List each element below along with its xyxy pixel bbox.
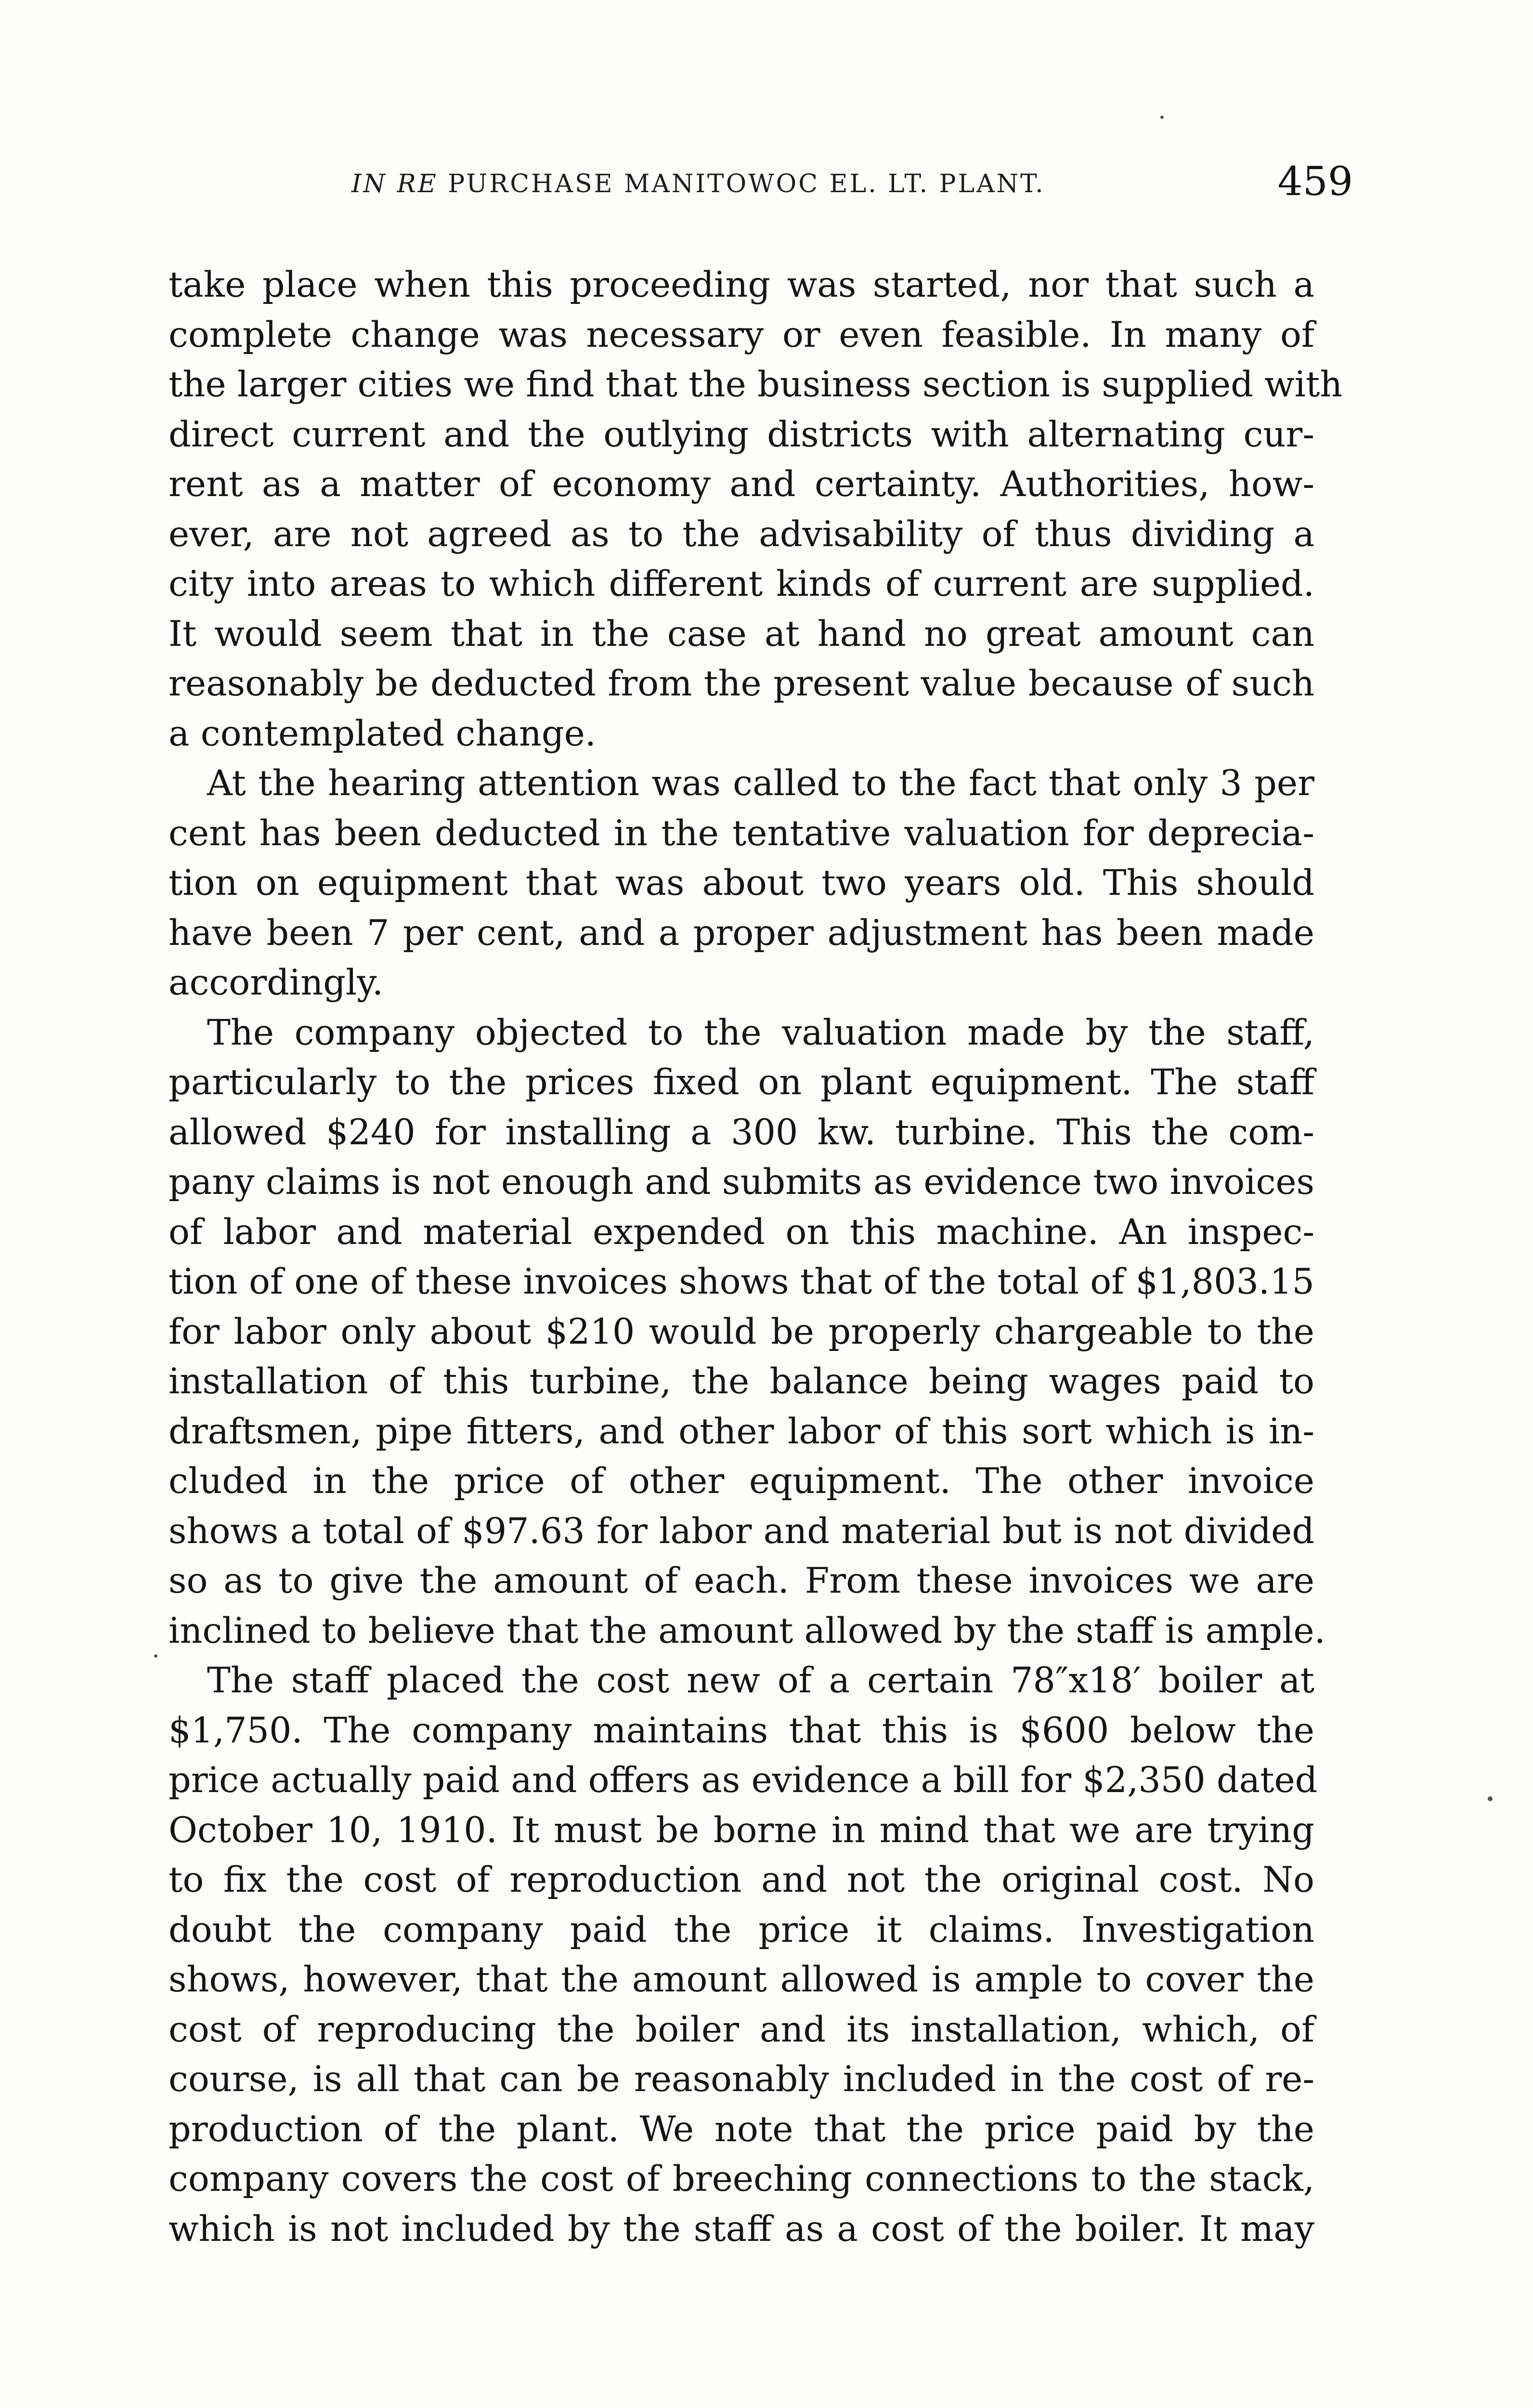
text-line: of labor and material expended on this machine. An inspec- (169, 1211, 1314, 1253)
text-line: shows, however, that the amount allowed is ample to cover the (169, 1959, 1314, 2000)
body-text (169, 260, 1343, 2254)
text-line: pany claims is not enough and submits as evidence two invoices (169, 1162, 1314, 1203)
text-line: cluded in the price of other equipment. The other invoice (169, 1461, 1314, 1502)
text-line: so as to give the amount of each. From these invoices we are (169, 1560, 1314, 1601)
text-line: $1,750. The company maintains that this is $600 below the (169, 1710, 1314, 1751)
text-line: for labor only about $210 would be properly chargeable to the (169, 1311, 1314, 1352)
scan-speck (1488, 1796, 1493, 1801)
text-line: cent has been deducted in the tentative valuation for deprecia- (169, 812, 1314, 854)
text-line: accordingly. (169, 962, 384, 1003)
running-title-prefix: IN RE (351, 170, 438, 198)
text-line: to fix the cost of reproduction and not the original cost. No (169, 1859, 1314, 1900)
text-line: draftsmen, pipe fitters, and other labor of this sort which is in- (169, 1411, 1314, 1452)
text-line: inclined to believe that the amount allowed by the staff is ample. (169, 1610, 1325, 1651)
text-line: direct current and the outlying districts with alternating cur- (169, 414, 1314, 455)
text-line: company covers the cost of breeching connections to the stack, (169, 2159, 1314, 2199)
text-line: price actually paid and offers as evidence a bill for $2,350 dated (169, 1760, 1318, 1801)
text-line: The staff placed the cost new of a certain 78″x18′ boiler at (207, 1660, 1314, 1701)
text-line: cost of reproducing the boiler and its installation, which, of (169, 2009, 1314, 2050)
text-line: allowed $240 for installing a 300 kw. turbine. This the com- (169, 1112, 1314, 1153)
text-line: a contemplated change. (169, 713, 596, 754)
text-line: ever, are not agreed as to the advisability of thus dividing a (169, 513, 1314, 555)
text-line: tion on equipment that was about two years old. This should (169, 863, 1314, 903)
text-line: doubt the company paid the price it claims. Investigation (169, 1909, 1314, 1950)
text-line: production of the plant. We note that the price paid by the (169, 2108, 1314, 2150)
running-title-rest: PURCHASE MANITOWOC EL. LT. PLANT. (438, 170, 1045, 198)
text-line: It would seem that in the case at hand no great amount can (169, 613, 1314, 654)
text-line: city into areas to which different kinds of current are supplied. (169, 563, 1314, 604)
text-line: particularly to the prices fixed on plant equipment. The staff (169, 1062, 1314, 1103)
running-head (169, 159, 1353, 212)
text-line: October 10, 1910. It must be borne in mind that we are trying (169, 1809, 1314, 1851)
text-line: shows a total of $97.63 for labor and material but is not divided (169, 1510, 1314, 1552)
running-title (351, 170, 1045, 198)
scan-speck (1160, 116, 1164, 119)
text-line: rent as a matter of economy and certainty. Authorities, how- (169, 464, 1314, 505)
text-line: At the hearing attention was called to the fact that only 3 per (207, 763, 1314, 804)
text-line: have been 7 per cent, and a proper adjustment has been made (169, 912, 1314, 954)
text-line: installation of this turbine, the balance being wages paid to (169, 1361, 1314, 1402)
text-line: tion of one of these invoices shows that of the total of $1,803.15 (169, 1261, 1314, 1302)
text-line: reasonably be deducted from the present value because of such (169, 663, 1314, 704)
text-line: complete change was necessary or even feasible. In many of (169, 314, 1314, 355)
text-line: take place when this proceeding was started, nor that such a (169, 264, 1314, 305)
text-line: The company objected to the valuation made by the staff, (207, 1012, 1314, 1053)
scan-speck (154, 1654, 157, 1658)
text-line: course, is all that can be reasonably included in the cost of re- (169, 2059, 1314, 2100)
text-line: the larger cities we find that the business section is supplied with (169, 364, 1343, 405)
page-number: 459 (1277, 159, 1353, 205)
text-line: which is not included by the staff as a cost of the boiler. It may (169, 2208, 1314, 2250)
